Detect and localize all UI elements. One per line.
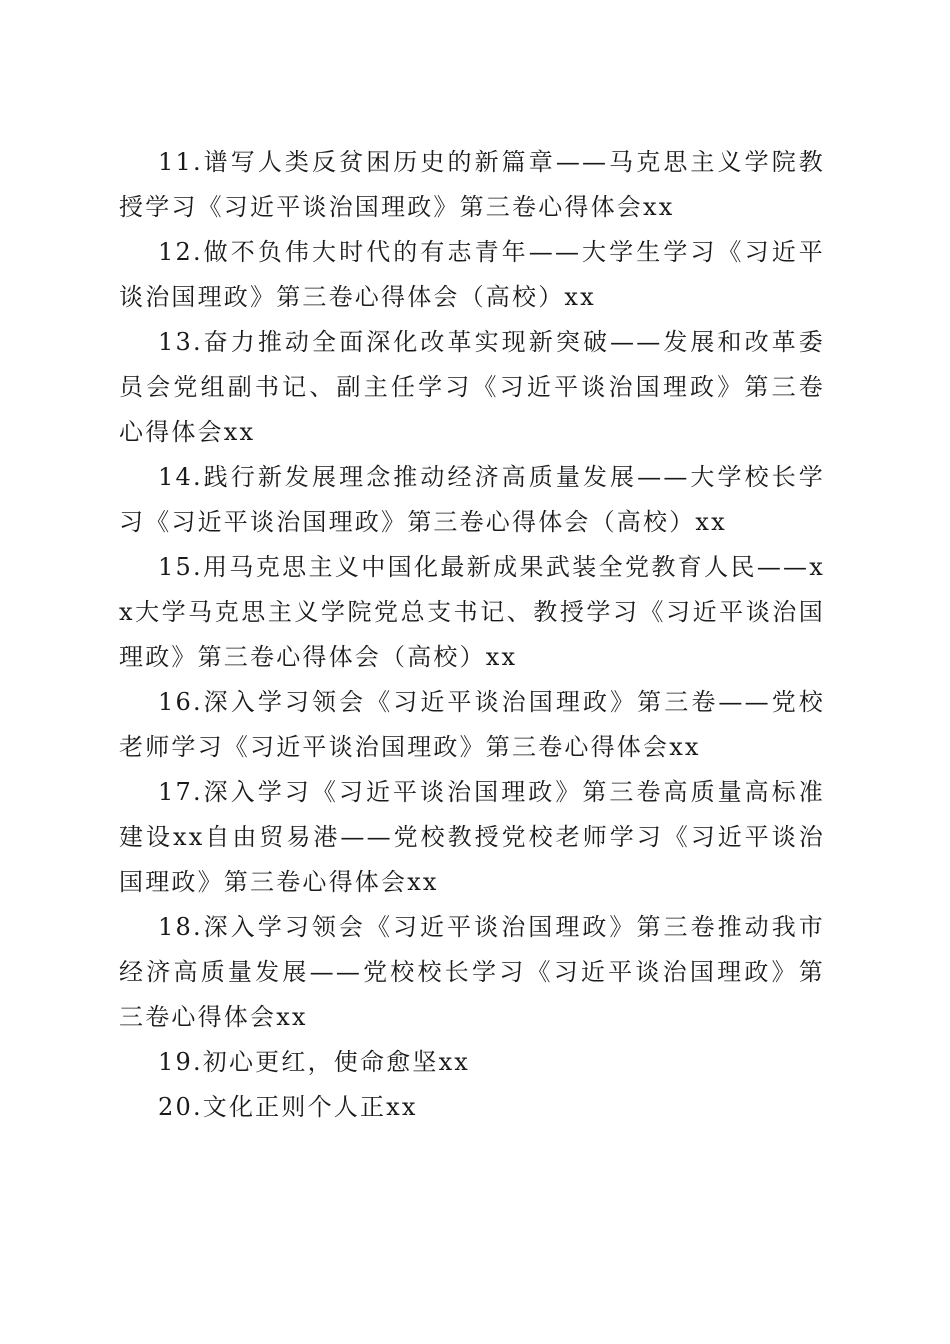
list-item-11: 11.谱写人类反贫困历史的新篇章——马克思主义学院教授学习《习近平谈治国理政》第三卷心得体会xx (119, 148, 825, 221)
list-item-19: 19.初心更红，使命愈坚xx (158, 1048, 471, 1076)
list-item-12: 12.做不负伟大时代的有志青年——大学生学习《习近平谈治国理政》第三卷心得体会（高校）xx (119, 238, 825, 311)
list-item-16: 16.深入学习领会《习近平谈治国理政》第三卷——党校老师学习《习近平谈治国理政》第三卷心得体会xx (119, 688, 825, 761)
list-item-14: 14.践行新发展理念推动经济高质量发展——大学校长学习《习近平谈治国理政》第三卷心得体会（高校）xx (119, 463, 825, 536)
list-item-13: 13.奋力推动全面深化改革实现新突破——发展和改革委员会党组副书记、副主任学习《习近平谈治国理政》第三卷心得体会xx (119, 328, 825, 446)
document-list (119, 140, 825, 1130)
list-item-15: 15.用马克思主义中国化最新成果武装全党教育人民——xx大学马克思主义学院党总支书记、教授学习《习近平谈治国理政》第三卷心得体会（高校）xx (119, 553, 825, 671)
list-item-17: 17.深入学习《习近平谈治国理政》第三卷高质量高标准建设xx自由贸易港——党校教授党校老师学习《习近平谈治国理政》第三卷心得体会xx (119, 778, 825, 896)
list-item-18: 18.深入学习领会《习近平谈治国理政》第三卷推动我市经济高质量发展——党校校长学习《习近平谈治国理政》第三卷心得体会xx (119, 913, 825, 1031)
list-item-20: 20.文化正则个人正xx (158, 1093, 418, 1121)
